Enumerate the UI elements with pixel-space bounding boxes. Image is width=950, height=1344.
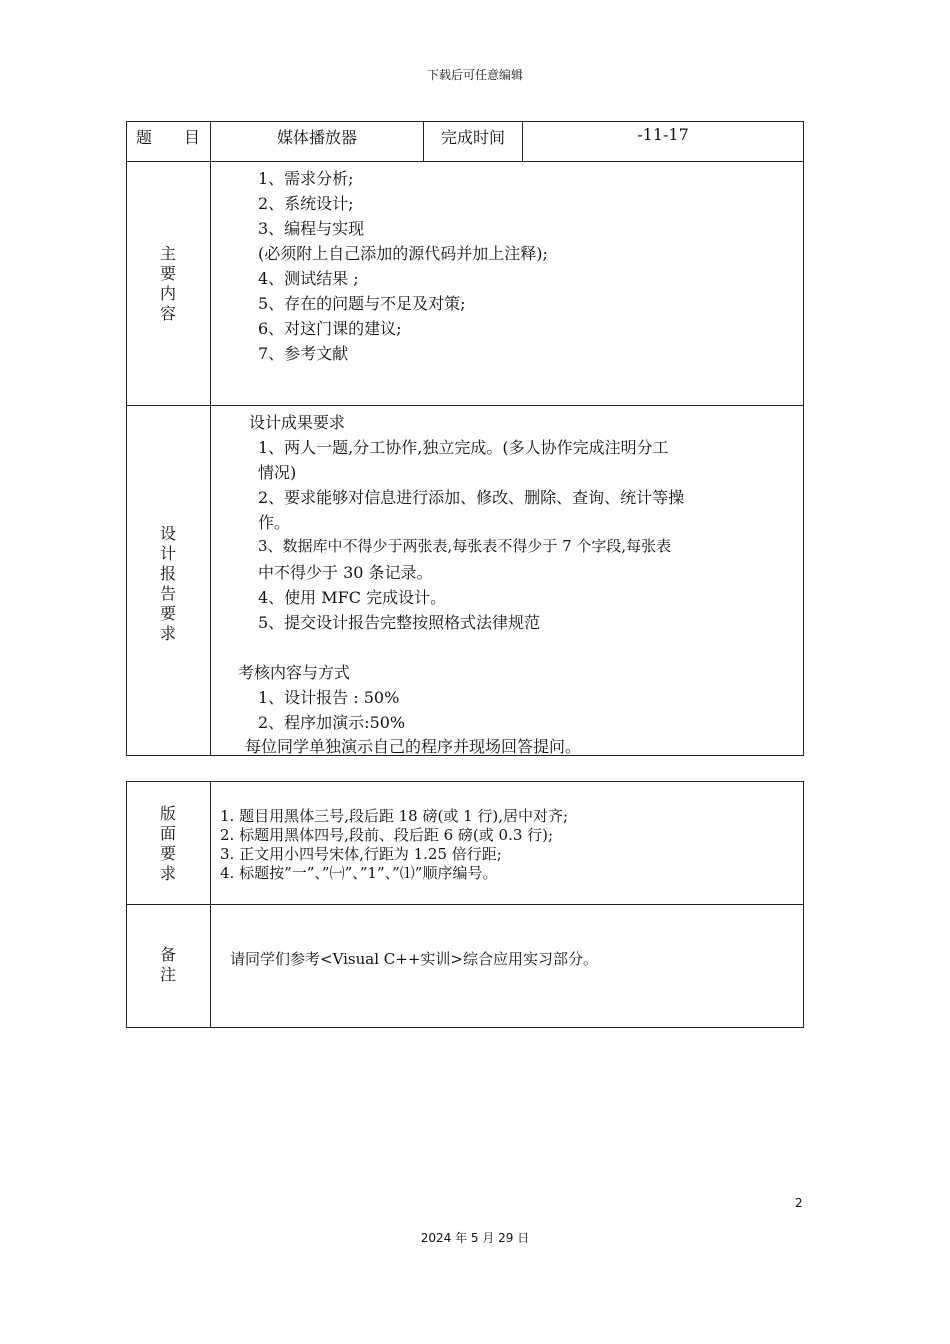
format-line: 1. 题目用黑体三号,段后距 18 磅(或 1 行),居中对齐;: [220, 807, 569, 825]
time-value: -11-17: [637, 125, 689, 144]
content-line: 3、编程与实现: [258, 219, 365, 238]
remark-label: 备 注: [159, 945, 176, 984]
content-label: 主 要 内 容: [159, 244, 176, 323]
page-number: 2: [795, 1196, 803, 1210]
report-line: 作。: [258, 513, 291, 532]
assessment-heading: 考核内容与方式: [238, 663, 351, 682]
report-line: 3、数据库中不得少于两张表,每张表不得少于 7 个字段,每张表: [258, 537, 672, 555]
content-line: 4、测试结果 ;: [258, 269, 359, 288]
row-divider: [126, 904, 804, 905]
content-line: 6、对这门课的建议;: [258, 319, 402, 338]
col-divider: [210, 781, 211, 1028]
remark-text: 请同学们参考<Visual C++实训>综合应用实习部分。: [230, 950, 598, 968]
report-label: 设 计 报 告 要 求: [159, 524, 176, 643]
format-line: 4. 标题按”一”、”㈠”、”1”、”⑴”顺序编号。: [220, 864, 498, 882]
format-line: 2. 标题用黑体四号,段前、段后距 6 磅(或 0.3 行);: [220, 826, 554, 844]
page-header: 下载后可任意编辑: [426, 68, 523, 82]
format-line: 3. 正文用小四号宋体,行距为 1.25 倍行距;: [220, 845, 502, 863]
report-line: 1、两人一题,分工协作,独立完成。(多人协作完成注明分工: [258, 438, 669, 457]
assessment-line: 1、设计报告 : 50%: [258, 688, 400, 707]
assessment-note: 每位同学单独演示自己的程序并现场回答提问。: [245, 737, 582, 756]
assessment-line: 2、程序加演示:50%: [258, 713, 406, 732]
content-line: (必须附上自己添加的源代码并加上注释);: [258, 244, 548, 263]
content-line: 1、需求分析;: [258, 169, 354, 188]
report-line: 4、使用 MFC 完成设计。: [258, 588, 447, 607]
report-line: 2、要求能够对信息进行添加、修改、删除、查询、统计等操: [258, 488, 685, 507]
report-line: 中不得少于 30 条记录。: [258, 563, 433, 582]
row-divider: [126, 161, 804, 162]
topic-value: 媒体播放器: [276, 128, 357, 147]
col-divider: [210, 121, 211, 756]
content-line: 7、参考文献: [258, 344, 349, 363]
time-label: 完成时间: [440, 128, 505, 147]
topic-label: 题 目: [135, 128, 200, 147]
footer-date: 2024 年 5 月 29 日: [420, 1231, 530, 1245]
report-line: 5、提交设计报告完整按照格式法律规范: [258, 613, 541, 632]
format-label: 版 面 要 求: [159, 804, 176, 883]
content-line: 5、存在的问题与不足及对策;: [258, 294, 466, 313]
row-divider: [126, 405, 804, 406]
report-heading: 设计成果要求: [249, 413, 346, 432]
content-line: 2、系统设计;: [258, 194, 354, 213]
report-line: 情况): [258, 463, 297, 482]
